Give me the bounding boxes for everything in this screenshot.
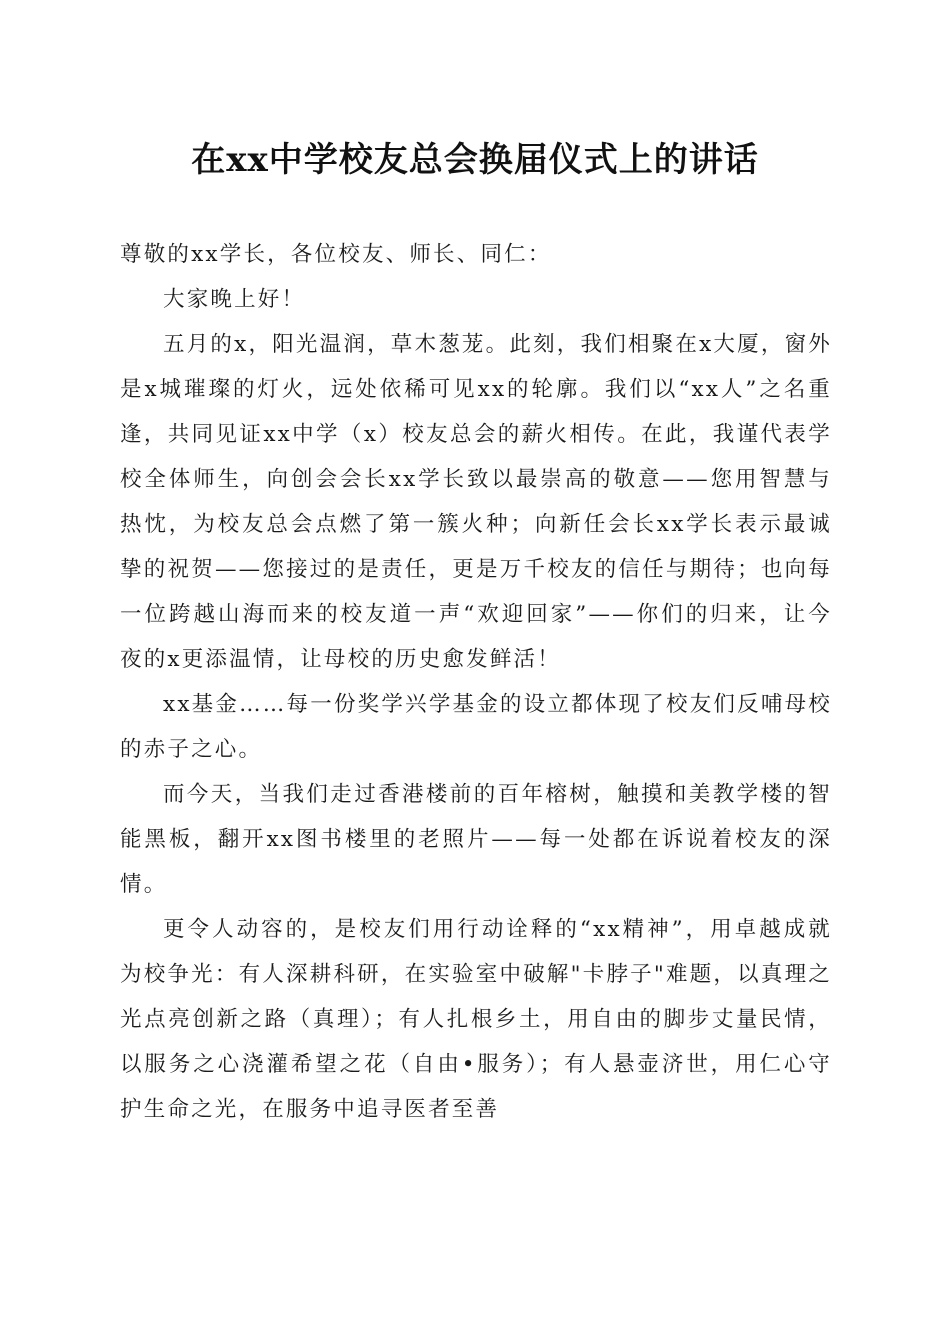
paragraph-spirit: 更令人动容的，是校友们用行动诠释的“xx精神”，用卓越成就为校争光：有人深耕科研，在实验室中破解"卡脖子"难题，以真理之光点亮创新之路（真理）；有人扎根乡土，用自由的脚步丈量民情，以服务之心浇灌希望之花（自由•服务）；有人悬壶济世，用仁心守护生命之光，在服务中追寻医者至善 [120,917,832,1122]
document-body [120,232,832,1132]
paragraph-greeting: 大家晚上好！ [163,287,306,312]
paragraph-campus: 而今天，当我们走过香港楼前的百年榕树，触摸和美教学楼的智能黑板，翻开xx图书楼里的老照片——每一处都在诉说着校友的深情。 [120,782,832,897]
paragraph-fund: xx基金……每一份奖学兴学基金的设立都体现了校友们反哺母校的赤子之心。 [120,692,832,762]
paragraph-opening: 五月的x，阳光温润，草木葱茏。此刻，我们相聚在x大厦，窗外是x城璀璨的灯火，远处依稀可见xx的轮廓。我们以“xx人”之名重逢，共同见证xx中学（x）校友总会的薪火相传。在此，我谨代表学校全体师生，向创会会长xx学长致以最崇高的敬意——您用智慧与热忱，为校友总会点燃了第一簇火种；向新任会长xx学长表示最诚挚的祝贺——您接过的是责任，更是万千校友的信任与期待；也向每一位跨越山海而来的校友道一声“欢迎回家”——你们的归来，让今夜的x更添温情，让母校的历史愈发鲜活！ [120,332,832,672]
salutation: 尊敬的xx学长，各位校友、师长、同仁： [120,242,552,267]
document-title: 在xx中学校友总会换届仪式上的讲话 [191,140,759,180]
